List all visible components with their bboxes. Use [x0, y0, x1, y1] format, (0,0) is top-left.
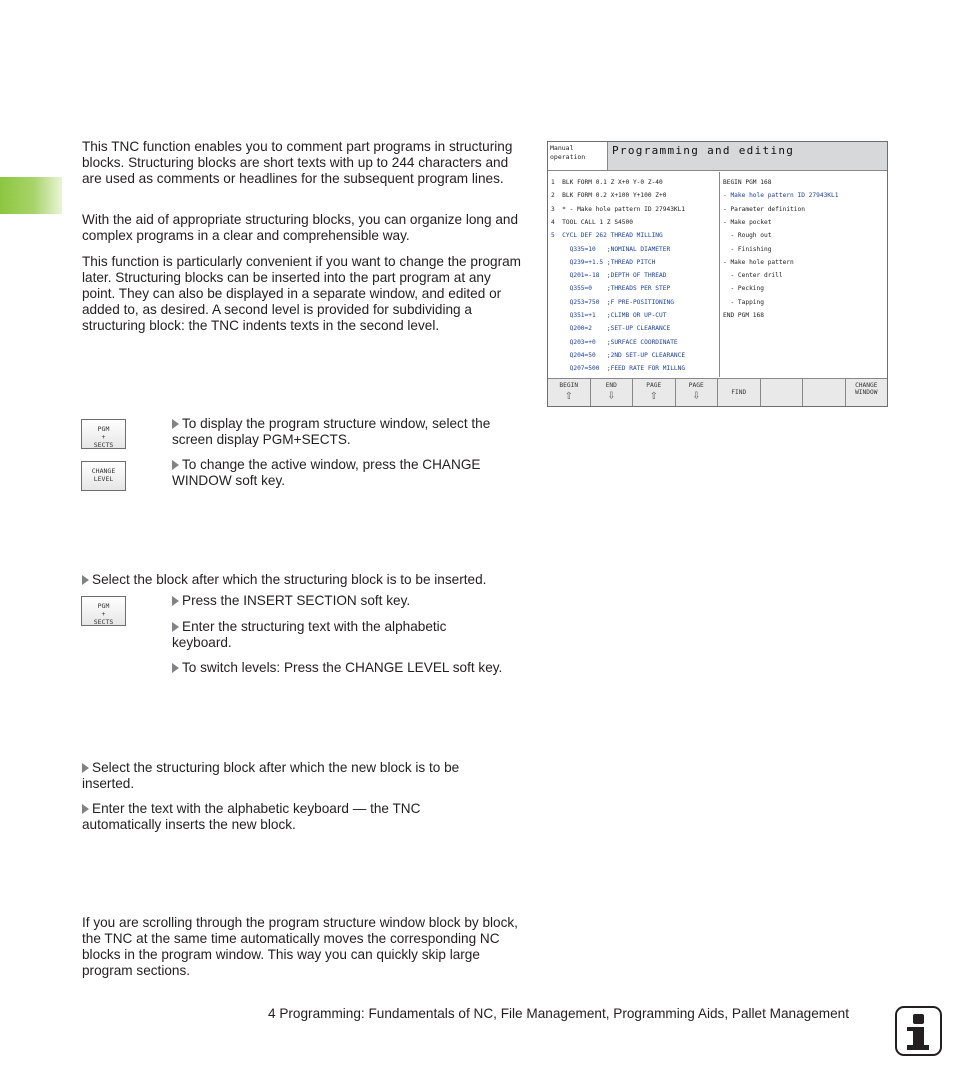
- bullet-triangle-icon: [82, 575, 89, 585]
- program-line[interactable]: Q203=+0 ;SURFACE COORDINATE: [551, 338, 678, 346]
- scroll-paragraph: If you are scrolling through the program structure window block by block, the TNC at the same time automatically moves the corresponding NC blocks in the program window. This way you can quickly skip large program sections.: [82, 915, 518, 978]
- program-line[interactable]: END PGM 168: [723, 312, 764, 319]
- pgm-sects-key-2[interactable]: [81, 596, 126, 626]
- bullet-triangle-icon: [172, 460, 179, 470]
- arrow-down-bar-icon: ⇩: [607, 388, 616, 403]
- bullet-triangle-icon: [172, 596, 179, 606]
- program-line[interactable]: - Pecking: [723, 285, 764, 293]
- program-line[interactable]: - Make hole pattern: [723, 258, 794, 266]
- chapter-tab: [0, 177, 62, 214]
- screen-mode-label: [548, 142, 608, 171]
- step-enter-text: [172, 619, 502, 651]
- info-dot: [913, 1014, 924, 1024]
- program-line[interactable]: - Finishing: [723, 245, 772, 253]
- tnc-screen: [547, 141, 888, 407]
- program-line[interactable]: 3 * - Make hole pattern ID 27943KL1: [551, 205, 686, 213]
- program-line[interactable]: - Make hole pattern ID 27943KL1: [723, 192, 839, 200]
- program-line[interactable]: Q355=0 ;THREADS PER STEP: [551, 285, 671, 293]
- intro-paragraph-2: With the aid of appropriate structuring blocks, you can organize long and complex programs in a clear and comprehensible way.: [82, 212, 519, 243]
- softkey-page-up[interactable]: [633, 379, 676, 406]
- bullet-triangle-icon: [82, 804, 89, 814]
- mode-line-2: operation: [550, 153, 586, 161]
- softkey-page-down-label: PAGE: [688, 382, 704, 389]
- bullet-triangle-icon: [82, 763, 89, 773]
- arrow-up-icon: ⇧: [649, 388, 658, 403]
- intro-paragraph-3: This function is particularly convenient if you want to change the program later. Structuring blocks can be inserted into the part program at any point. They can also be displayed in a separate window, and edited or added to, as desired. A second level is provided for subdividing a structuring block: the TNC indents texts in the second level.: [82, 254, 522, 333]
- program-line[interactable]: - Parameter definition: [723, 205, 805, 213]
- page-footer: 4 Programming: Fundamentals of NC, File Management, Programming Aids, Pallet Management: [268, 1006, 850, 1021]
- step-text: Press the INSERT SECTION soft key.: [182, 593, 411, 608]
- softkey-empty-2[interactable]: [803, 379, 846, 406]
- program-line[interactable]: 2 BLK FORM 0.2 X+100 Y+100 Z+0: [551, 192, 667, 200]
- step-change-window: [172, 457, 527, 489]
- program-line[interactable]: Q335=10 ;NOMINAL DIAMETER: [551, 245, 671, 253]
- step-text: To switch levels: Press the CHANGE LEVEL soft key.: [182, 660, 503, 675]
- change-level-key[interactable]: [81, 461, 126, 491]
- program-line[interactable]: - Center drill: [723, 272, 783, 280]
- program-line[interactable]: 4 TOOL CALL 1 Z S4500: [551, 218, 633, 226]
- step-text: To display the program structure window, select the screen display PGM+SECTS.: [172, 416, 491, 447]
- arrow-up-bar-icon: ⇧: [564, 388, 573, 403]
- softkey-end[interactable]: [591, 379, 634, 406]
- key-label-line: SECTS: [93, 618, 114, 626]
- program-line[interactable]: Q204=50 ;2ND SET-UP CLEARANCE: [551, 351, 686, 359]
- bullet-triangle-icon: [172, 622, 179, 632]
- program-line[interactable]: - Make pocket: [723, 218, 772, 226]
- step-text: Enter the text with the alphabetic keyboard — the TNC automatically inserts the new block.: [82, 801, 421, 832]
- program-line[interactable]: - Rough out: [723, 232, 772, 240]
- program-line[interactable]: Q239=+1.5 ;THREAD PITCH: [551, 258, 656, 266]
- step-enter-text-auto: [82, 801, 472, 833]
- step-text: Select the block after which the structuring block is to be inserted.: [92, 572, 487, 587]
- step-text: To change the active window, press the CHANGE WINDOW soft key.: [172, 457, 481, 488]
- step-text: Select the structuring block after which the new block is to be inserted.: [82, 760, 460, 791]
- softkey-row: [548, 378, 887, 406]
- step-press-insert: [172, 593, 527, 609]
- key-label-line: PGM: [97, 602, 110, 610]
- screen-title: Programming and editing: [608, 142, 887, 171]
- softkey-find[interactable]: [718, 379, 761, 406]
- softkey-begin[interactable]: [548, 379, 591, 406]
- softkey-find-label: FIND: [731, 389, 747, 396]
- step-select-structuring: [82, 760, 512, 792]
- pgm-sects-key[interactable]: [81, 419, 126, 449]
- bullet-triangle-icon: [172, 419, 179, 429]
- step-text: Enter the structuring text with the alphabetic keyboard.: [172, 619, 447, 650]
- bullet-triangle-icon: [172, 663, 179, 673]
- softkey-begin-label: BEGIN: [559, 382, 579, 389]
- key-label-line: CHANGE: [91, 467, 116, 475]
- program-window[interactable]: [548, 172, 720, 377]
- step-display-window: [172, 416, 527, 448]
- softkey-change-window-label: CHANGE WINDOW: [855, 382, 878, 396]
- softkey-page-down[interactable]: [676, 379, 719, 406]
- softkey-end-label: END: [605, 382, 617, 389]
- program-line[interactable]: Q207=500 ;FEED RATE FOR MILLNG: [551, 365, 686, 373]
- program-line[interactable]: 1 BLK FORM 0.1 Z X+0 Y-0 Z-40: [551, 179, 663, 186]
- softkey-page-up-label: PAGE: [646, 382, 662, 389]
- mode-line-1: Manual: [550, 144, 574, 152]
- key-label-line: PGM: [97, 425, 110, 433]
- program-line[interactable]: 5 CYCL DEF 262 THREAD MILLING: [551, 232, 663, 240]
- softkey-change-window[interactable]: [846, 379, 888, 406]
- key-label-line: +: [101, 610, 106, 618]
- intro-paragraph-1: This TNC function enables you to comment part programs in structuring blocks. Structuring blocks are short texts with up to 244 characters and are used as comments or headlines for the subsequent program lines.: [82, 139, 513, 186]
- program-line[interactable]: Q351=+1 ;CLIMB OR UP-CUT: [551, 312, 667, 319]
- key-label-line: SECTS: [93, 441, 114, 449]
- key-label-line: LEVEL: [93, 475, 114, 483]
- arrow-down-icon: ⇩: [692, 388, 701, 403]
- info-stem: [913, 1027, 924, 1046]
- structure-window[interactable]: [720, 172, 887, 377]
- program-line[interactable]: Q200=2 ;SET-UP CLEARANCE: [551, 325, 671, 333]
- step-select-block: [82, 572, 532, 588]
- program-line[interactable]: Q201=-18 ;DEPTH OF THREAD: [551, 272, 667, 280]
- info-base: [907, 1045, 929, 1050]
- program-line[interactable]: Q253=750 ;F PRE-POSITIONING: [551, 298, 674, 306]
- program-line[interactable]: - Tapping: [723, 298, 764, 306]
- key-label-line: +: [101, 433, 106, 441]
- softkey-empty-1[interactable]: [761, 379, 804, 406]
- step-switch-levels: [172, 660, 537, 676]
- program-line[interactable]: BEGIN PGM 168: [723, 179, 772, 186]
- info-icon: [895, 1006, 942, 1056]
